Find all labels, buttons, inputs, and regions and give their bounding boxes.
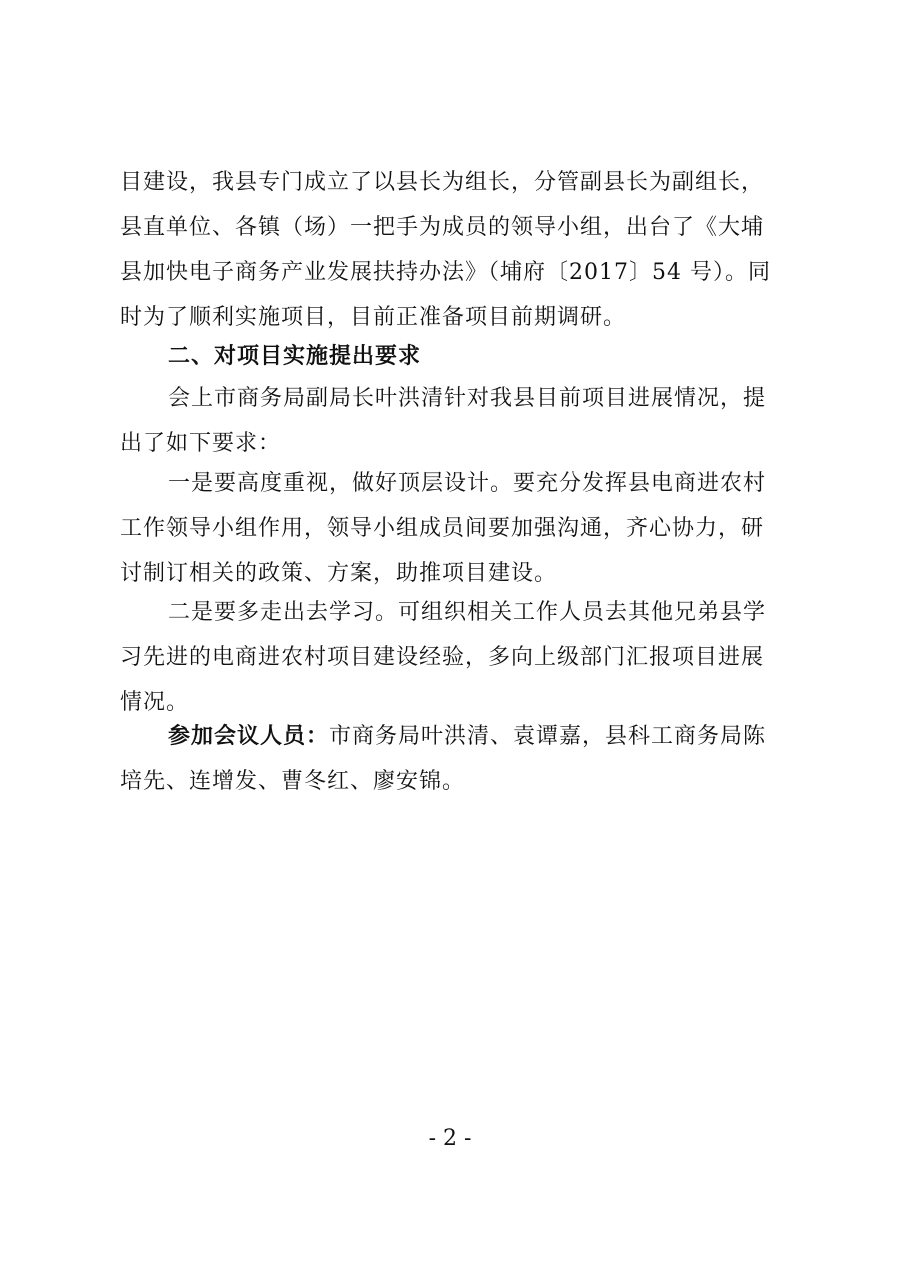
text-line: 县加快电子商务产业发展扶持办法》（埔府〔2017〕54 号）。同 [120, 260, 771, 285]
text-line: 出了如下要求： [120, 431, 282, 456]
text-line: 会上市商务局副局长叶洪清针对我县目前项目进展情况，提 [168, 386, 767, 411]
text-line: 一是要高度重视，做好顶层设计。要充分发挥县电商进农村 [168, 471, 767, 496]
text-line: 目建设，我县专门成立了以县长为组长，分管副县长为副组长， [120, 170, 765, 195]
attendees-line [120, 714, 790, 759]
paragraph-project-construction [120, 160, 790, 340]
paragraph-requirement-one [120, 461, 790, 596]
page-number: - 2 - [428, 1126, 472, 1151]
paragraph-requirement-two [120, 590, 790, 725]
text-line: 培先、连增发、曹冬红、廖安锦。 [120, 769, 466, 794]
text-line: 时为了顺利实施项目，目前正准备项目前期调研。 [120, 305, 627, 330]
text-line: 工作领导小组作用，领导小组成员间要加强沟通，齐心协力，研 [120, 516, 765, 541]
section-heading-text: 二、对项目实施提出要求 [168, 344, 422, 369]
text-line: 习先进的电商进农村项目建设经验，多向上级部门汇报项目进展 [120, 645, 765, 670]
text-line: 县直单位、各镇（场）一把手为成员的领导小组，出台了《大埔 [120, 215, 765, 240]
paragraph-meeting-remarks [120, 376, 790, 466]
section-heading [120, 334, 790, 379]
paragraph-attendees [120, 714, 790, 804]
text-line: 讨制订相关的政策、方案，助推项目建设。 [120, 561, 558, 586]
attendees-text: 市商务局叶洪清、袁谭嘉，县科工商务局陈 [329, 724, 767, 749]
text-line: 二是要多走出去学习。可组织相关工作人员去其他兄弟县学 [168, 600, 767, 625]
text-line: 情况。 [120, 690, 190, 715]
attendees-label: 参加会议人员： [168, 724, 330, 749]
